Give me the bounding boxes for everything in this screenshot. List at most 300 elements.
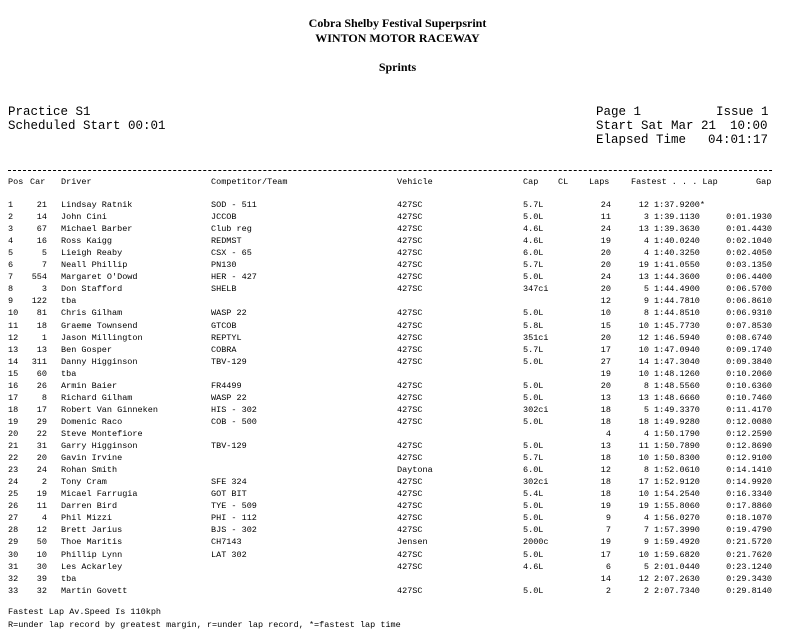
table-row bbox=[0, 332, 795, 344]
cell-driver: Gavin Irvine bbox=[61, 453, 123, 464]
table-row bbox=[0, 536, 795, 548]
cell-cap: 302ci bbox=[523, 404, 549, 415]
cell-cap: 4.6L bbox=[523, 561, 544, 572]
cell-cap: 6.0L bbox=[523, 465, 544, 476]
cell-driver: Ben Gosper bbox=[61, 344, 113, 355]
table-row bbox=[0, 452, 795, 464]
cell-driver: Don Stafford bbox=[61, 284, 123, 295]
cell-vehicle: 427SC bbox=[397, 501, 423, 512]
cell-time: 1:48.6660 bbox=[654, 392, 700, 403]
cell-team: PHI - 112 bbox=[211, 513, 257, 524]
cell-vehicle: 427SC bbox=[397, 404, 423, 415]
cell-driver: Darren Bird bbox=[61, 501, 118, 512]
cell-pos: 21 bbox=[8, 441, 19, 451]
cell-cap: 5.0L bbox=[523, 585, 544, 596]
results-table-header bbox=[0, 176, 795, 188]
cell-gap: 0:06.4400 bbox=[726, 272, 772, 283]
cell-laps: 20 bbox=[600, 260, 611, 271]
cell-time: 1:45.7730 bbox=[654, 320, 700, 331]
cell-car: 32 bbox=[36, 585, 47, 596]
table-row bbox=[0, 573, 795, 585]
cell-car: 122 bbox=[31, 296, 47, 307]
cell-team: CSX - 65 bbox=[211, 248, 252, 259]
cell-pos: 1 bbox=[8, 200, 14, 210]
cell-pos: 29 bbox=[8, 537, 19, 548]
issue-number: Issue 1 bbox=[716, 105, 769, 119]
cell-laps: 20 bbox=[600, 248, 611, 259]
cell-pos: 14 bbox=[8, 356, 19, 367]
cell-pos: 8 bbox=[8, 284, 14, 295]
cell-vehicle: 427SC bbox=[397, 200, 423, 210]
cell-car: 60 bbox=[36, 368, 47, 379]
cell-pos: 11 bbox=[8, 320, 19, 331]
cell-team: JCCOB bbox=[211, 212, 237, 223]
cell-time: 1:49.3370 bbox=[654, 404, 700, 415]
cell-lap-no: 4 bbox=[643, 513, 649, 524]
cell-laps: 12 bbox=[600, 296, 611, 307]
cell-driver: Margaret O'Dowd bbox=[61, 272, 138, 283]
cell-laps: 24 bbox=[600, 224, 611, 235]
cell-laps: 18 bbox=[600, 416, 611, 427]
cell-laps: 20 bbox=[600, 284, 611, 295]
cell-laps: 20 bbox=[600, 380, 611, 391]
cell-car: 20 bbox=[36, 453, 47, 464]
cell-gap: 0:10.7460 bbox=[726, 392, 772, 403]
cell-vehicle: 427SC bbox=[397, 272, 423, 283]
cell-laps: 7 bbox=[605, 525, 611, 536]
cell-car: 2 bbox=[41, 477, 47, 488]
cell-time: 1:55.8060 bbox=[654, 501, 700, 512]
table-row bbox=[0, 368, 795, 380]
cell-lap-no: 10 bbox=[638, 489, 649, 500]
cell-cap: 5.0L bbox=[523, 308, 544, 319]
cell-vehicle: 427SC bbox=[397, 513, 423, 524]
cell-laps: 6 bbox=[605, 561, 611, 572]
cell-pos: 12 bbox=[8, 332, 19, 343]
cell-time: 1:50.7890 bbox=[654, 441, 700, 451]
cell-laps: 20 bbox=[600, 332, 611, 343]
cell-team: REPTYL bbox=[211, 332, 242, 343]
cell-lap-no: 10 bbox=[638, 549, 649, 560]
cell-vehicle: 427SC bbox=[397, 477, 423, 488]
cell-lap-no: 12 bbox=[638, 573, 649, 584]
cell-team: LAT 302 bbox=[211, 549, 247, 560]
cell-laps: 12 bbox=[600, 465, 611, 476]
cell-lap-no: 8 bbox=[643, 380, 649, 391]
cell-laps: 10 bbox=[600, 308, 611, 319]
table-row bbox=[0, 500, 795, 512]
cell-laps: 18 bbox=[600, 453, 611, 464]
cell-gap: 0:29.8140 bbox=[726, 585, 772, 596]
cell-pos: 10 bbox=[8, 308, 19, 319]
cell-car: 39 bbox=[36, 573, 47, 584]
cell-vehicle: 427SC bbox=[397, 224, 423, 235]
cell-pos: 4 bbox=[8, 236, 14, 247]
fastest-lap-speed: Fastest Lap Av.Speed Is 110kph bbox=[8, 607, 162, 617]
cell-gap: 0:21.5720 bbox=[726, 537, 772, 548]
cell-car: 24 bbox=[36, 465, 47, 476]
cell-time: 1:57.3990 bbox=[654, 525, 700, 536]
cell-lap-no: 13 bbox=[638, 392, 649, 403]
cell-lap-no: 4 bbox=[643, 248, 649, 259]
cell-driver: Garry Higginson bbox=[61, 441, 138, 451]
cell-time: 1:44.7810 bbox=[654, 296, 700, 307]
cell-lap-no: 18 bbox=[638, 416, 649, 427]
cell-pos: 24 bbox=[8, 477, 19, 488]
cell-lap-no: 17 bbox=[638, 477, 649, 488]
cell-time: 2:07.2630 bbox=[654, 573, 700, 584]
cell-lap-no: 10 bbox=[638, 368, 649, 379]
table-row bbox=[0, 320, 795, 332]
cell-driver: Armin Baier bbox=[61, 380, 118, 391]
cell-driver: Steve Montefiore bbox=[61, 429, 143, 439]
cell-gap: 0:09.3840 bbox=[726, 356, 772, 367]
cell-lap-no: 19 bbox=[638, 260, 649, 271]
cell-lap-no: 14 bbox=[638, 356, 649, 367]
cell-gap: 0:06.9310 bbox=[726, 308, 772, 319]
cell-gap: 0:02.4050 bbox=[726, 248, 772, 259]
col-cl: CL bbox=[558, 177, 569, 187]
cell-lap-no: 8 bbox=[643, 308, 649, 319]
cell-lap-no: 5 bbox=[643, 284, 649, 295]
cell-time: 1:39.3630 bbox=[654, 224, 700, 235]
cell-lap-no: 3 bbox=[643, 212, 649, 223]
cell-car: 50 bbox=[36, 537, 47, 548]
elapsed-label: Elapsed Time bbox=[596, 133, 687, 147]
cell-vehicle: 427SC bbox=[397, 284, 423, 295]
table-row bbox=[0, 524, 795, 536]
cell-lap-no: 9 bbox=[643, 296, 649, 307]
cell-car: 16 bbox=[36, 236, 47, 247]
cell-laps: 24 bbox=[600, 272, 611, 283]
table-row bbox=[0, 512, 795, 524]
cell-time: 1:52.0610 bbox=[654, 465, 700, 476]
cell-pos: 17 bbox=[8, 392, 19, 403]
cell-laps: 2 bbox=[605, 585, 611, 596]
cell-gap: 0:06.5700 bbox=[726, 284, 772, 295]
cell-pos: 20 bbox=[8, 429, 19, 439]
cell-pos: 18 bbox=[8, 404, 19, 415]
cell-vehicle: 427SC bbox=[397, 260, 423, 271]
cell-vehicle: 427SC bbox=[397, 236, 423, 247]
cell-cap: 4.6L bbox=[523, 224, 544, 235]
cell-driver: Graeme Townsend bbox=[61, 320, 138, 331]
cell-vehicle: 427SC bbox=[397, 332, 423, 343]
cell-cap: 5.4L bbox=[523, 489, 544, 500]
cell-car: 11 bbox=[36, 501, 47, 512]
cell-lap-no: 5 bbox=[643, 404, 649, 415]
cell-driver: Neall Phillip bbox=[61, 260, 128, 271]
cell-team: HIS - 302 bbox=[211, 404, 257, 415]
col-driver: Driver bbox=[61, 177, 92, 187]
cell-lap-no: 11 bbox=[638, 441, 649, 451]
cell-driver: Les Ackarley bbox=[61, 561, 123, 572]
cell-pos: 19 bbox=[8, 416, 19, 427]
cell-vehicle: 427SC bbox=[397, 248, 423, 259]
cell-cap: 5.7L bbox=[523, 260, 544, 271]
cell-driver: John Cini bbox=[61, 212, 107, 223]
event-title: Cobra Shelby Festival Superpsrint bbox=[308, 16, 487, 30]
cell-pos: 5 bbox=[8, 248, 14, 259]
table-row bbox=[0, 356, 795, 368]
venue-name: WINTON MOTOR RACEWAY bbox=[315, 31, 480, 45]
cell-team: WASP 22 bbox=[211, 308, 247, 319]
cell-cap: 5.0L bbox=[523, 212, 544, 223]
cell-gap: 0:16.3340 bbox=[726, 489, 772, 500]
cell-laps: 13 bbox=[600, 392, 611, 403]
cell-time: 1:40.0240 bbox=[654, 236, 700, 247]
cell-pos: 7 bbox=[8, 272, 14, 283]
cell-time: 1:47.3040 bbox=[654, 356, 700, 367]
cell-pos: 22 bbox=[8, 453, 19, 464]
cell-laps: 14 bbox=[600, 573, 611, 584]
cell-gap: 0:01.4430 bbox=[726, 224, 772, 235]
table-row bbox=[0, 549, 795, 561]
cell-time: 2:07.7340 bbox=[654, 585, 700, 596]
cell-pos: 2 bbox=[8, 212, 14, 223]
table-row bbox=[0, 380, 795, 392]
cell-cap: 5.0L bbox=[523, 549, 544, 560]
cell-gap: 0:07.8530 bbox=[726, 320, 772, 331]
cell-gap: 0:06.8610 bbox=[726, 296, 772, 307]
cell-team: FR4499 bbox=[211, 380, 242, 391]
cell-driver: tba bbox=[61, 296, 77, 307]
cell-lap-no: 5 bbox=[643, 561, 649, 572]
cell-vehicle: 427SC bbox=[397, 525, 423, 536]
cell-time: 1:54.2540 bbox=[654, 489, 700, 500]
cell-cap: 5.7L bbox=[523, 200, 544, 210]
cell-driver: Martin Govett bbox=[61, 585, 128, 596]
cell-vehicle: 427SC bbox=[397, 561, 423, 572]
cell-lap-no: 12 bbox=[638, 200, 649, 210]
cell-car: 67 bbox=[36, 224, 47, 235]
cell-lap-no: 13 bbox=[638, 224, 649, 235]
cell-vehicle: 427SC bbox=[397, 416, 423, 427]
cell-gap: 0:12.2590 bbox=[726, 429, 772, 439]
cell-gap: 0:18.1070 bbox=[726, 513, 772, 524]
cell-pos: 13 bbox=[8, 344, 19, 355]
cell-vehicle: 427SC bbox=[397, 320, 423, 331]
cell-team: GOT BIT bbox=[211, 489, 247, 500]
cell-pos: 33 bbox=[8, 585, 19, 596]
cell-driver: Richard Gilham bbox=[61, 392, 133, 403]
scheduled-start: Scheduled Start 00:01 bbox=[8, 119, 166, 133]
cell-car: 7 bbox=[41, 260, 47, 271]
cell-car: 21 bbox=[36, 200, 47, 210]
col-pos: Pos bbox=[8, 177, 24, 187]
cell-vehicle: Jensen bbox=[397, 537, 428, 548]
cell-gap: 0:14.9920 bbox=[726, 477, 772, 488]
cell-team: Club reg bbox=[211, 224, 252, 235]
table-row bbox=[0, 259, 795, 271]
cell-car: 29 bbox=[36, 416, 47, 427]
cell-vehicle: 427SC bbox=[397, 344, 423, 355]
cell-cap: 5.0L bbox=[523, 272, 544, 283]
cell-laps: 18 bbox=[600, 404, 611, 415]
table-row bbox=[0, 271, 795, 283]
cell-vehicle: 427SC bbox=[397, 453, 423, 464]
cell-lap-no: 9 bbox=[643, 537, 649, 548]
cell-cap: 5.7L bbox=[523, 344, 544, 355]
cell-laps: 17 bbox=[600, 549, 611, 560]
table-row bbox=[0, 392, 795, 404]
cell-driver: Rohan Smith bbox=[61, 465, 118, 476]
cell-laps: 19 bbox=[600, 537, 611, 548]
cell-driver: Micael Farrugia bbox=[61, 489, 138, 500]
cell-cap: 5.7L bbox=[523, 453, 544, 464]
cell-gap: 0:09.1740 bbox=[726, 344, 772, 355]
session-name: Practice S1 bbox=[8, 105, 91, 119]
cell-laps: 18 bbox=[600, 489, 611, 500]
cell-pos: 3 bbox=[8, 224, 14, 235]
cell-car: 31 bbox=[36, 441, 47, 451]
table-row bbox=[0, 476, 795, 488]
table-row bbox=[0, 561, 795, 573]
cell-team: GTCOB bbox=[211, 320, 237, 331]
cell-lap-no: 13 bbox=[638, 272, 649, 283]
cell-driver: Phillip Lynn bbox=[61, 549, 123, 560]
cell-time: 1:47.0940 bbox=[654, 344, 700, 355]
cell-team: CH7143 bbox=[211, 537, 242, 548]
cell-gap: 0:11.4170 bbox=[726, 404, 772, 415]
cell-driver: tba bbox=[61, 573, 77, 584]
cell-team: BJS - 302 bbox=[211, 525, 257, 536]
cell-vehicle: 427SC bbox=[397, 549, 423, 560]
cell-car: 22 bbox=[36, 429, 47, 439]
cell-gap: 0:17.8860 bbox=[726, 501, 772, 512]
cell-laps: 19 bbox=[600, 501, 611, 512]
cell-time: 1:44.8510 bbox=[654, 308, 700, 319]
cell-gap: 0:19.4790 bbox=[726, 525, 772, 536]
cell-driver: Lindsay Ratnik bbox=[61, 200, 133, 210]
cell-gap: 0:21.7620 bbox=[726, 549, 772, 560]
cell-car: 554 bbox=[31, 272, 47, 283]
cell-car: 18 bbox=[36, 320, 47, 331]
cell-gap: 0:14.1410 bbox=[726, 465, 772, 476]
cell-vehicle: 427SC bbox=[397, 392, 423, 403]
table-row bbox=[0, 440, 795, 452]
legend-note: R=under lap record by greatest margin, r=under lap record, *=fastest lap time bbox=[8, 620, 401, 630]
header-divider bbox=[8, 170, 772, 171]
cell-driver: Domenic Raco bbox=[61, 416, 123, 427]
table-row bbox=[0, 211, 795, 223]
cell-driver: tba bbox=[61, 368, 77, 379]
cell-team: PN130 bbox=[211, 260, 237, 271]
cell-car: 13 bbox=[36, 344, 47, 355]
start-date: Start Sat Mar 21 bbox=[596, 119, 717, 133]
cell-cap: 5.0L bbox=[523, 525, 544, 536]
cell-gap: 0:10.6360 bbox=[726, 380, 772, 391]
cell-car: 8 bbox=[41, 392, 47, 403]
cell-pos: 25 bbox=[8, 489, 19, 500]
cell-driver: Jason Millington bbox=[61, 332, 143, 343]
cell-time: 1:48.5560 bbox=[654, 380, 700, 391]
start-time: 10:00 bbox=[730, 119, 768, 133]
cell-vehicle: 427SC bbox=[397, 356, 423, 367]
cell-car: 4 bbox=[41, 513, 47, 524]
table-row bbox=[0, 223, 795, 235]
cell-pos: 31 bbox=[8, 561, 19, 572]
col-cap: Cap bbox=[523, 177, 539, 187]
cell-time: 1:48.1260 bbox=[654, 368, 700, 379]
cell-pos: 15 bbox=[8, 368, 19, 379]
cell-cap: 347ci bbox=[523, 284, 549, 295]
cell-lap-no: 10 bbox=[638, 453, 649, 464]
cell-time: 1:44.4900 bbox=[654, 284, 700, 295]
cell-laps: 9 bbox=[605, 513, 611, 524]
cell-car: 12 bbox=[36, 525, 47, 536]
cell-time: 2:01.0440 bbox=[654, 561, 700, 572]
cell-pos: 6 bbox=[8, 260, 14, 271]
cell-time: 1:52.9120 bbox=[654, 477, 700, 488]
cell-driver: Tony Cram bbox=[61, 477, 107, 488]
cell-vehicle: 427SC bbox=[397, 585, 423, 596]
cell-cap: 5.0L bbox=[523, 392, 544, 403]
cell-car: 5 bbox=[41, 248, 47, 259]
cell-car: 81 bbox=[36, 308, 47, 319]
cell-team: SHELB bbox=[211, 284, 237, 295]
col-laps: Laps bbox=[589, 177, 610, 187]
cell-pos: 28 bbox=[8, 525, 19, 536]
cell-car: 30 bbox=[36, 561, 47, 572]
col-car: Car bbox=[30, 177, 46, 187]
cell-lap-no: 4 bbox=[643, 236, 649, 247]
cell-team: TBV-129 bbox=[211, 356, 247, 367]
col-gap: Gap bbox=[756, 177, 772, 187]
cell-pos: 16 bbox=[8, 380, 19, 391]
cell-laps: 15 bbox=[600, 320, 611, 331]
cell-time: 1:44.3600 bbox=[654, 272, 700, 283]
table-row bbox=[0, 585, 795, 597]
table-row bbox=[0, 416, 795, 428]
cell-pos: 23 bbox=[8, 465, 19, 476]
elapsed-value: 04:01:17 bbox=[708, 133, 769, 147]
table-row bbox=[0, 295, 795, 307]
cell-car: 3 bbox=[41, 284, 47, 295]
cell-laps: 24 bbox=[600, 200, 611, 210]
cell-time: 1:39.1130 bbox=[654, 212, 700, 223]
cell-time: 1:46.5940 bbox=[654, 332, 700, 343]
cell-driver: Chris Gilham bbox=[61, 308, 123, 319]
cell-cap: 5.0L bbox=[523, 501, 544, 512]
cell-vehicle: 427SC bbox=[397, 441, 423, 451]
cell-lap-no: 12 bbox=[638, 332, 649, 343]
cell-lap-no: 2 bbox=[643, 585, 649, 596]
table-row bbox=[0, 235, 795, 247]
cell-time: 1:50.1790 bbox=[654, 429, 700, 439]
cell-gap: 0:12.9100 bbox=[726, 453, 772, 464]
cell-laps: 11 bbox=[600, 212, 611, 223]
table-row bbox=[0, 247, 795, 259]
table-row bbox=[0, 199, 795, 211]
cell-team: HER - 427 bbox=[211, 272, 257, 283]
cell-team: TYE - 509 bbox=[211, 501, 257, 512]
cell-vehicle: 427SC bbox=[397, 308, 423, 319]
cell-gap: 0:29.3430 bbox=[726, 573, 772, 584]
cell-car: 19 bbox=[36, 489, 47, 500]
cell-time: 1:56.0270 bbox=[654, 513, 700, 524]
table-row bbox=[0, 488, 795, 500]
cell-cap: 351ci bbox=[523, 332, 549, 343]
cell-gap: 0:02.1040 bbox=[726, 236, 772, 247]
cell-gap: 0:12.8690 bbox=[726, 441, 772, 451]
cell-cap: 5.8L bbox=[523, 320, 544, 331]
cell-lap-no: 4 bbox=[643, 429, 649, 439]
cell-driver: Phil Mizzi bbox=[61, 513, 113, 524]
cell-driver: Thoe Maritis bbox=[61, 537, 123, 548]
col-fastest-lap: Fastest . . . Lap bbox=[631, 177, 718, 187]
cell-pos: 26 bbox=[8, 501, 19, 512]
